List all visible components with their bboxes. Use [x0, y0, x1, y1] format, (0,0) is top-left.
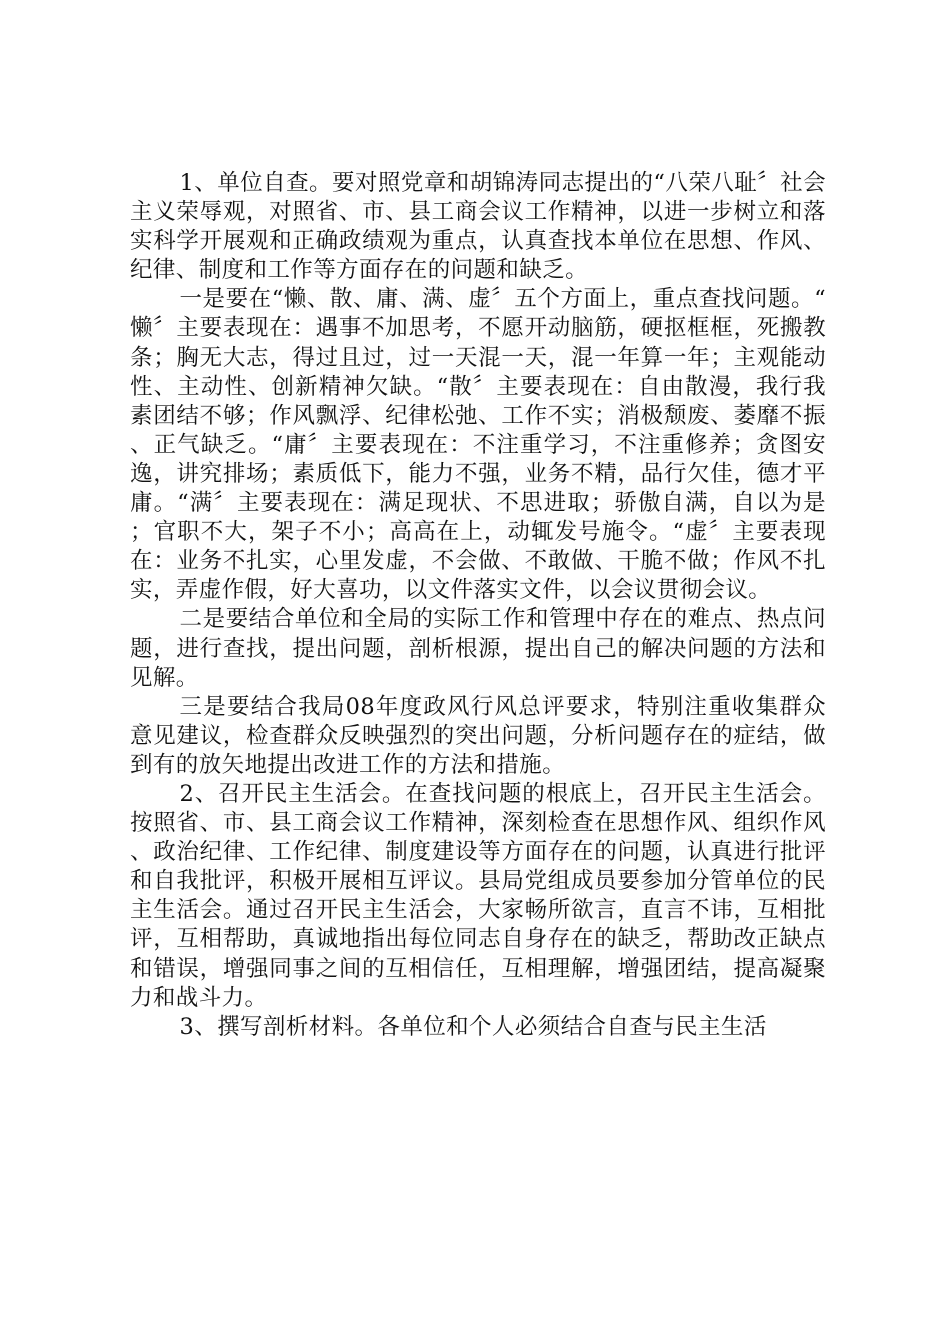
document-body: [130, 169, 826, 1042]
paragraph-public-opinion: 三是要结合我局08年度政风行风总评要求，特别注重收集群众意见建议，检查群众反映强烈的突出问题，分析问题存在的症结，做到有的放矢地提出改进工作的方法和措施。: [130, 693, 826, 778]
paragraph-analysis-materials: 3、撰写剖析材料。各单位和个人必须结合自查与民主生活: [179, 1013, 767, 1040]
paragraph-democratic-meeting: 2、召开民主生活会。在查找问题的根底上，召开民主生活会。按照省、市、县工商会议工作精神，深刻检查在思想作风、组织作风、政治纪律、工作纪律、制度建设等方面存在的问题，认真进行批评和自我批评，积极开展相互评议。县局党组成员要参加分管单位的民主生活会。通过召开民主生活会，大家畅所欲言，直言不讳，互相批评，互相帮助，真诚地指出每位同志自身存在的缺乏，帮助改正缺点和错误，增强同事之间的互相信任，互相理解，增强团结，提高凝聚力和战斗力。: [130, 780, 826, 1011]
paragraph-self-inspection: 1、单位自查。要对照党章和胡锦涛同志提出的“八荣八耻〞社会主义荣辱观，对照省、市、县工商会议工作精神，以进一步树立和落实科学开展观和正确政绩观为重点，认真查找本单位在思想、作风、纪律、制度和工作等方面存在的问题和缺乏。: [130, 170, 826, 284]
paragraph-five-aspects: 一是要在“懒、散、庸、满、虚〞五个方面上，重点查找问题。“懒〞主要表现在：遇事不加思考，不愿开动脑筋，硬抠框框，死搬教条；胸无大志，得过且过，过一天混一天，混一年算一年；主观能动性、主动性、创新精神欠缺。“散〞主要表现在：自由散漫，我行我素团结不够；作风飘浮、纪律松弛、工作不实；消极颓废、萎靡不振、正气缺乏。“庸〞主要表现在：不注重学习，不注重修养；贪图安逸，讲究排场；素质低下，能力不强，业务不精，品行欠佳，德才平庸。“满〞主要表现在：满足现状、不思进取；骄傲自满，自以为是；官职不大，架子不小；高高在上，动辄发号施令。“虚〞主要表现在：业务不扎实，心里发虚，不会做、不敢做、干脆不做；作风不扎实，弄虚作假，好大喜功，以文件落实文件，以会议贯彻会议。: [130, 286, 826, 604]
paragraph-difficult-issues: 二是要结合单位和全局的实际工作和管理中存在的难点、热点问题，进行查找，提出问题，剖析根源，提出自己的解决问题的方法和见解。: [130, 606, 826, 691]
